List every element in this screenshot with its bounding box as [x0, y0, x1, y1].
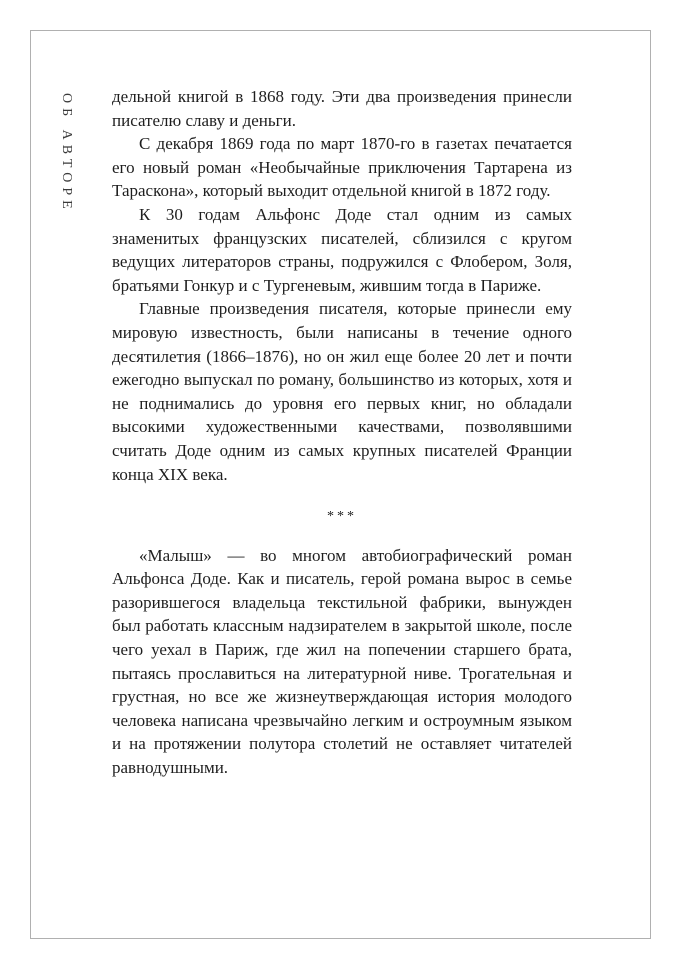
paragraph: дельной книгой в 1868 году. Эти два произведения принесли писателю славу и деньги.	[112, 87, 572, 130]
paragraph: С декабря 1869 года по март 1870-го в газетах печатается его новый роман «Необычайные приключения Тартарена из Тараскона», который выходит отдельной книгой в 1872 году.	[112, 134, 572, 201]
paragraph: «Малыш» — во многом автобиографический роман Альфонса Доде. Как и писатель, герой романа вырос в семье разорившегося владельца текстильной фабрики, вынужден был работать классным надзирателем в закрытой школе, после чего уехал в Париж, где жил на попечении старшего брата, пытаясь прославиться на литературной ниве. Трогательная и грустная, но все же жизнеутверждающая история молодого человека написана чрезвычайно легким и остроумным языком и на протяжении полутора столетий не оставляет читателей равнодушными.	[112, 545, 572, 778]
body-text	[112, 85, 572, 780]
paragraph: Главные произведения писателя, которые принесли ему мировую известность, были написаны в течение одного десятилетия (1866–1876), но он жил еще более 20 лет и почти ежегодно выпускал по роману, большинство из которых, хотя и не поднимались до уровня его первых книг, но обладали высокими художественными качествами, позволявшими считать Доде одним из самых крупных писателей Франции конца XIX века.	[112, 299, 572, 484]
section-label-vertical: ОБ АВТОРЕ	[59, 93, 74, 214]
section-separator: ***	[327, 509, 357, 525]
paragraph: К 30 годам Альфонс Доде стал одним из самых знаменитых французских писателей, сблизился с кругом ведущих литераторов страны, подружился с Флобером, Золя, братьями Гонкур и с Тургеневым, жившим тогда в Париже.	[112, 204, 572, 295]
